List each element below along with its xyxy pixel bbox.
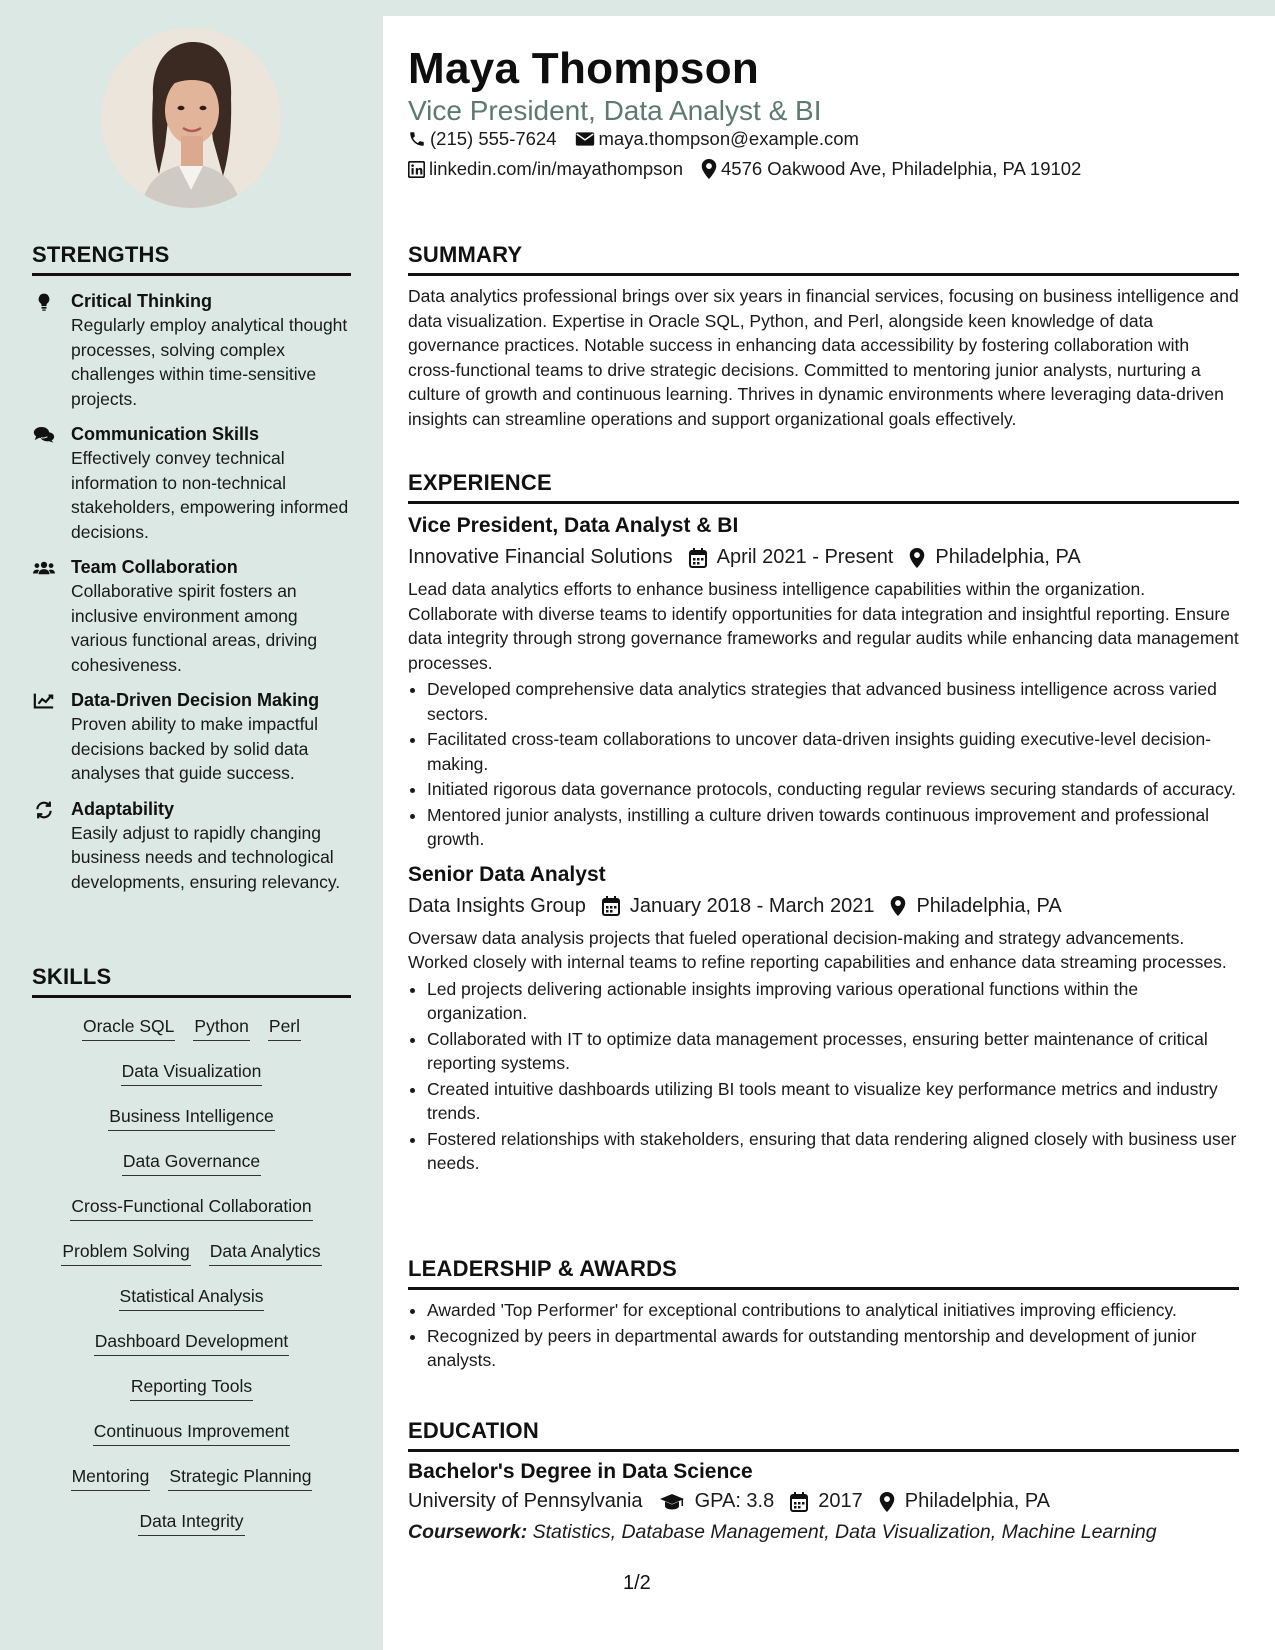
strength-item: [32, 689, 351, 786]
skill-row: [32, 1284, 351, 1329]
skills-list: [32, 1014, 351, 1554]
experience-heading: EXPERIENCE: [408, 470, 1239, 504]
awards-bullets: [408, 1298, 1239, 1373]
year-text: 2017: [818, 1490, 863, 1512]
job-title: Vice President, Data Analyst & BI: [408, 514, 739, 537]
address-text: 4576 Oakwood Ave, Philadelphia, PA 19102: [721, 158, 1082, 179]
phone-text: (215) 555-7624: [430, 128, 557, 149]
map-marker-icon: [879, 1492, 895, 1512]
map-marker-icon: [909, 548, 925, 568]
graduation-cap-icon: [659, 1493, 685, 1511]
job-description: Oversaw data analysis projects that fueled operational decision-making and strategy advancements. Worked closely with internal teams to refine reporting capabilities and enhance data streaming processes.: [408, 927, 1227, 972]
skill-row: [32, 1104, 351, 1149]
skill-tag: Dashboard Development: [94, 1329, 290, 1356]
strength-description: Effectively convey technical information to non-technical stakeholders, empowering informed decisions.: [71, 448, 349, 542]
sync-icon: [33, 800, 55, 820]
skill-tag: Reporting Tools: [130, 1374, 253, 1401]
skill-tag: Mentoring: [71, 1464, 151, 1491]
job-bullets: [408, 977, 1239, 1176]
coursework-label: Coursework:: [408, 1521, 528, 1543]
award-bullet: • Recognized by peers in departmental awards for outstanding mentorship and development of junior analysts.: [427, 1324, 1239, 1373]
skill-tag: Perl: [268, 1014, 301, 1041]
skill-tag: Business Intelligence: [108, 1104, 274, 1131]
strength-item: [32, 556, 351, 677]
job-dates-text: January 2018 - March 2021: [629, 894, 875, 917]
gpa-text: GPA: 3.8: [694, 1490, 775, 1512]
map-marker-icon: [890, 896, 906, 916]
skill-tag: Strategic Planning: [168, 1464, 312, 1491]
comments-icon: [33, 425, 55, 445]
job-dates: [689, 546, 894, 569]
job-meta: [408, 546, 1239, 569]
job-bullet: • Fostered relationships with stakeholders, ensuring that data rendering aligned closely with business user needs.: [427, 1127, 1239, 1176]
skill-row: [32, 1014, 351, 1059]
page-number: 1/2: [623, 1572, 651, 1594]
skill-row: [32, 1239, 351, 1284]
job-bullet: • Mentored junior analysts, instilling a culture driven towards continuous improvement and professional growth.: [427, 803, 1239, 852]
degree-title: Bachelor's Degree in Data Science: [408, 1460, 753, 1483]
skill-tag: Problem Solving: [61, 1239, 190, 1266]
job-entry: [408, 514, 1239, 852]
summary-heading: SUMMARY: [408, 242, 1239, 276]
job-bullets: [408, 677, 1239, 852]
job-location: [890, 895, 1061, 918]
phone-icon: [408, 130, 426, 148]
email-text: maya.thompson@example.com: [598, 128, 859, 149]
awards-heading: LEADERSHIP & AWARDS: [408, 1256, 1239, 1290]
job-dates: [602, 895, 875, 918]
job-dates-text: April 2021 - Present: [716, 546, 894, 568]
education-section: [408, 1418, 1239, 1544]
skill-tag: Data Governance: [122, 1149, 261, 1176]
skill-row: [32, 1329, 351, 1374]
job-bullet: • Led projects delivering actionable insights improving various operational functions within the organization.: [427, 977, 1239, 1026]
strength-item: [32, 798, 351, 895]
calendar-icon: [689, 548, 707, 568]
skills-heading: SKILLS: [32, 964, 351, 998]
education-location-text: Philadelphia, PA: [904, 1490, 1051, 1512]
education-gpa: [659, 1490, 775, 1513]
education-year: [790, 1490, 863, 1513]
strengths-heading: STRENGTHS: [32, 242, 351, 276]
chart-line-icon: [33, 691, 55, 711]
summary-text: Data analytics professional brings over six years in financial services, focusing on business intelligence and data visualization. Expertise in Oracle SQL, Python, and Perl, alongside keen knowledge of data governance practices. Notable success in enhancing data accessibility by fostering collaboration with cross-functional teams to drive strategic decisions. Committed to mentoring junior analysts, nurturing a culture of growth and continuous learning. Thrives in dynamic environments where leveraging data-driven insights can streamline operations and support organizational goals effectively.: [408, 286, 1239, 429]
strength-title: Adaptability: [71, 798, 175, 819]
job-bullet: • Developed comprehensive data analytics strategies that advanced business intelligence across varied sectors.: [427, 677, 1239, 726]
contact-line-1: [408, 128, 877, 150]
education-location: [879, 1490, 1050, 1513]
calendar-icon: [602, 896, 620, 916]
skill-tag: Python: [193, 1014, 249, 1041]
linkedin-icon: [408, 161, 425, 178]
map-marker-icon: [701, 159, 717, 179]
strengths-section: [32, 242, 351, 894]
skill-tag: Data Integrity: [138, 1509, 244, 1536]
profile-photo: [101, 28, 281, 208]
job-bullet: • Created intuitive dashboards utilizing BI tools meant to visualize key performance metrics and industry trends.: [427, 1077, 1239, 1126]
job-entry: [408, 863, 1239, 1176]
company-name: Innovative Financial Solutions: [408, 546, 673, 568]
address-item: [701, 158, 1081, 180]
skills-section: [32, 964, 351, 1554]
award-bullet: • Awarded 'Top Performer' for exceptional contributions to analytical initiatives improving efficiency.: [427, 1298, 1239, 1323]
phone-item[interactable]: [408, 128, 557, 150]
job-description: Lead data analytics efforts to enhance business intelligence capabilities within the organization. Collaborate with diverse teams to identify opportunities for data integration and insightful reporting. Ensure data integrity through strong governance frameworks and regular audits while enhancing data management processes.: [408, 579, 1239, 673]
users-icon: [33, 558, 55, 578]
job-location-text: Philadelphia, PA: [935, 546, 1081, 568]
experience-section: [408, 470, 1239, 1177]
coursework: [408, 1521, 1239, 1544]
skill-tag: Oracle SQL: [82, 1014, 175, 1041]
strength-item: [32, 290, 351, 411]
email-item[interactable]: [575, 128, 859, 150]
awards-section: [408, 1256, 1239, 1374]
strength-title: Critical Thinking: [71, 291, 213, 311]
skill-row: [32, 1374, 351, 1419]
skill-row: [32, 1419, 351, 1464]
skill-row: [32, 1194, 351, 1239]
calendar-icon: [790, 1492, 808, 1512]
linkedin-item[interactable]: [408, 158, 683, 180]
strength-description: Easily adjust to rapidly changing business needs and technological developments, ensuring relevancy.: [71, 822, 341, 892]
portrait-image: [101, 28, 281, 208]
skill-row: [32, 1059, 351, 1104]
candidate-title: Vice President, Data Analyst & BI: [408, 95, 822, 126]
skill-tag: Continuous Improvement: [93, 1419, 291, 1446]
skill-tag: Data Analytics: [209, 1239, 322, 1266]
linkedin-text: linkedin.com/in/mayathompson: [429, 158, 683, 179]
strength-description: Proven ability to make impactful decisions backed by solid data analyses that guide success.: [71, 714, 319, 783]
strength-title: Communication Skills: [71, 424, 260, 444]
skill-tag: Cross-Functional Collaboration: [70, 1194, 312, 1221]
education-heading: EDUCATION: [408, 1418, 1239, 1452]
job-meta: [408, 895, 1239, 918]
strength-item: [32, 423, 351, 544]
summary-section: [408, 242, 1239, 431]
envelope-icon: [575, 131, 595, 147]
strength-description: Regularly employ analytical thought processes, solving complex challenges within time-sensitive projects.: [71, 315, 348, 409]
school-name: University of Pennsylvania: [408, 1490, 643, 1512]
job-bullet: • Initiated rigorous data governance protocols, conducting regular reviews securing standards of accuracy.: [427, 777, 1239, 802]
strength-description: Collaborative spirit fosters an inclusive environment among various functional areas, driving cohesiveness.: [71, 581, 318, 675]
skill-row: [32, 1149, 351, 1194]
skill-tag: Statistical Analysis: [119, 1284, 265, 1311]
strength-title: Team Collaboration: [71, 557, 238, 577]
lightbulb-icon: [33, 292, 55, 312]
skill-row: [32, 1509, 351, 1554]
education-meta: [408, 1490, 1239, 1513]
job-bullet: • Facilitated cross-team collaborations to uncover data-driven insights guiding executive-level decision-making.: [427, 727, 1239, 776]
skill-row: [32, 1464, 351, 1509]
candidate-name: Maya Thompson: [408, 44, 760, 93]
strength-title: Data-Driven Decision Making: [71, 690, 320, 710]
company-name: Data Insights Group: [408, 894, 586, 917]
contact-line-2: [408, 158, 1099, 180]
coursework-text: Statistics, Database Management, Data Visualization, Machine Learning: [532, 1521, 1157, 1543]
job-bullet: • Collaborated with IT to optimize data management processes, ensuring better maintenance of critical reporting systems.: [427, 1027, 1239, 1076]
job-location: [909, 546, 1080, 569]
job-title: Senior Data Analyst: [408, 862, 606, 886]
skill-tag: Data Visualization: [121, 1059, 263, 1086]
job-location-text: Philadelphia, PA: [916, 894, 1062, 917]
